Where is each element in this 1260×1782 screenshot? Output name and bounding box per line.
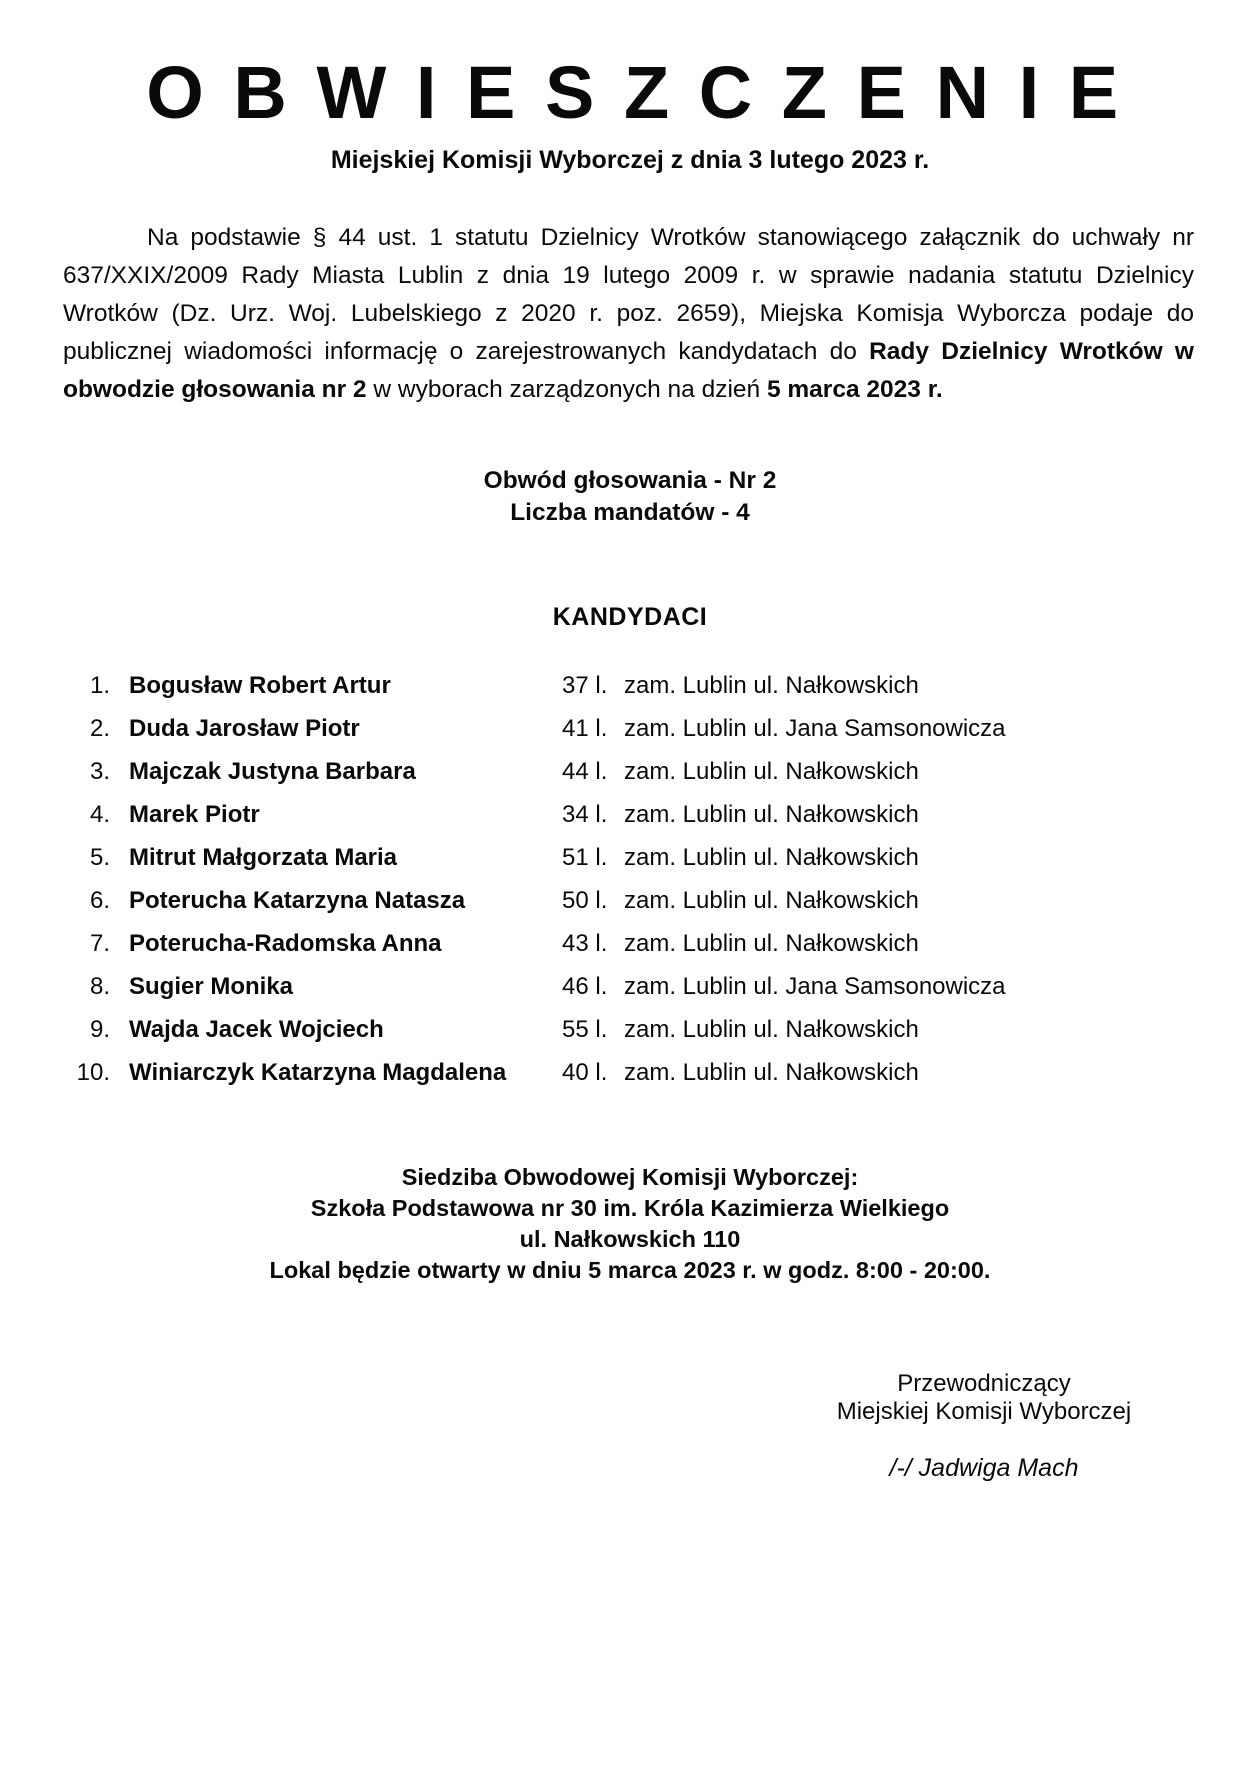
- district-info: [0, 465, 1260, 529]
- candidate-row: [0, 844, 1260, 887]
- candidate-number: 5.: [89, 844, 110, 871]
- page-subtitle: Miejskiej Komisji Wyborczej z dnia 3 lutego 2023 r.: [330, 146, 930, 174]
- candidate-row: [0, 715, 1260, 758]
- candidate-row: [0, 1016, 1260, 1059]
- candidate-name: Poterucha Katarzyna Natasza: [129, 887, 466, 914]
- signature-role: [794, 1370, 1174, 1426]
- candidate-details: [562, 930, 1260, 958]
- intro-text-middle: w wyborach zarządzonych na dzień: [373, 376, 761, 403]
- candidate-row: [0, 672, 1260, 715]
- candidate-name: Mitrut Małgorzata Maria: [129, 844, 398, 871]
- candidate-number: 8.: [89, 973, 110, 1000]
- candidate-number: 1.: [89, 672, 110, 699]
- district-info-line: Obwód głosowania - Nr 2: [483, 467, 777, 494]
- candidate-age: 40 l.: [562, 1059, 608, 1086]
- candidate-age: 46 l.: [562, 973, 608, 1000]
- polling-station-line: ul. Nałkowskich 110: [519, 1226, 741, 1252]
- candidate-name: Wajda Jacek Wojciech: [129, 1016, 384, 1043]
- candidate-details: [562, 887, 1260, 915]
- candidate-row: [0, 801, 1260, 844]
- candidate-number: 2.: [89, 715, 110, 742]
- candidate-name: Sugier Monika: [129, 973, 294, 1000]
- candidate-name: Duda Jarosław Piotr: [129, 715, 360, 742]
- candidate-number: 9.: [89, 1016, 110, 1043]
- candidate-residence: zam. Lublin ul. Nałkowskich: [624, 672, 919, 699]
- candidate-age: 41 l.: [562, 715, 608, 742]
- candidate-number: 4.: [89, 801, 110, 828]
- polling-station-info: [0, 1162, 1260, 1286]
- candidate-number: 7.: [89, 930, 110, 957]
- candidate-age: 50 l.: [562, 887, 608, 914]
- candidate-residence: zam. Lublin ul. Nałkowskich: [624, 887, 919, 914]
- candidate-details: [562, 973, 1260, 1001]
- district-info-line: Liczba mandatów - 4: [510, 499, 750, 526]
- candidate-residence: zam. Lublin ul. Nałkowskich: [624, 801, 919, 828]
- candidate-name: Winiarczyk Katarzyna Magdalena: [129, 1059, 507, 1086]
- signature-name: /-/ Jadwiga Mach: [889, 1454, 1079, 1482]
- candidate-details: [562, 844, 1260, 872]
- candidate-row: [0, 887, 1260, 930]
- intro-bold-council: Rady Dzielnicy Wrotków w obwodzie głosowania nr 2: [63, 338, 1194, 403]
- candidate-age: 43 l.: [562, 930, 608, 957]
- candidate-number: 10.: [76, 1059, 110, 1086]
- candidate-name: Bogusław Robert Artur: [129, 672, 391, 699]
- candidate-row: [0, 973, 1260, 1016]
- candidate-age: 55 l.: [562, 1016, 608, 1043]
- candidate-details: [562, 1059, 1260, 1087]
- candidate-name: Majczak Justyna Barbara: [129, 758, 416, 785]
- candidates-list: [0, 672, 1260, 1102]
- candidate-residence: zam. Lublin ul. Nałkowskich: [624, 844, 919, 871]
- candidate-age: 44 l.: [562, 758, 608, 785]
- candidate-name: Poterucha-Radomska Anna: [129, 930, 442, 957]
- candidate-name: Marek Piotr: [129, 801, 260, 828]
- candidate-row: [0, 930, 1260, 973]
- candidate-age: 37 l.: [562, 672, 608, 699]
- candidate-residence: zam. Lublin ul. Jana Samsonowicza: [624, 973, 1006, 1000]
- candidate-residence: zam. Lublin ul. Nałkowskich: [624, 758, 919, 785]
- polling-station-line: Siedziba Obwodowej Komisji Wyborczej:: [401, 1164, 859, 1190]
- signature-role-line: Przewodniczący: [897, 1370, 1071, 1397]
- signature-role-line: Miejskiej Komisji Wyborczej: [836, 1398, 1132, 1425]
- page-title: OBWIESZCZENIE: [146, 51, 1148, 134]
- candidate-residence: zam. Lublin ul. Nałkowskich: [624, 1016, 919, 1043]
- candidate-age: 34 l.: [562, 801, 608, 828]
- candidate-number: 3.: [89, 758, 110, 785]
- candidate-residence: zam. Lublin ul. Jana Samsonowicza: [624, 715, 1006, 742]
- candidate-row: [0, 1059, 1260, 1102]
- candidate-row: [0, 758, 1260, 801]
- candidate-details: [562, 1016, 1260, 1044]
- intro-bold-date: 5 marca 2023 r.: [766, 376, 943, 403]
- candidate-details: [562, 758, 1260, 786]
- candidate-details: [562, 801, 1260, 829]
- intro-paragraph: [63, 219, 1194, 409]
- candidate-age: 51 l.: [562, 844, 608, 871]
- candidate-details: [562, 672, 1260, 700]
- intro-text-before: Na podstawie § 44 ust. 1 statutu Dzielnicy Wrotków stanowiącego załącznik do uchwały nr 637/XXIX/2009 Rady Miasta Lublin z dnia 19 lutego 2009 r. w sprawie nadania statutu Dzielnicy Wrotków (Dz. Urz. Woj. Lubelskiego z 2020 r. poz. 2659), Miejska Komisja Wyborcza podaje do publicznej wiadomości informację o zarejestrowanych kandydatach do: [63, 224, 1194, 365]
- candidates-heading: KANDYDACI: [552, 603, 708, 631]
- polling-station-line: Szkoła Podstawowa nr 30 im. Króla Kazimierza Wielkiego: [310, 1195, 950, 1221]
- polling-station-line: Lokal będzie otwarty w dniu 5 marca 2023 r. w godz. 8:00 - 20:00.: [269, 1257, 991, 1283]
- candidate-number: 6.: [89, 887, 110, 914]
- candidate-residence: zam. Lublin ul. Nałkowskich: [624, 1059, 919, 1086]
- candidate-details: [562, 715, 1260, 743]
- candidate-residence: zam. Lublin ul. Nałkowskich: [624, 930, 919, 957]
- signature-block: [794, 1370, 1174, 1482]
